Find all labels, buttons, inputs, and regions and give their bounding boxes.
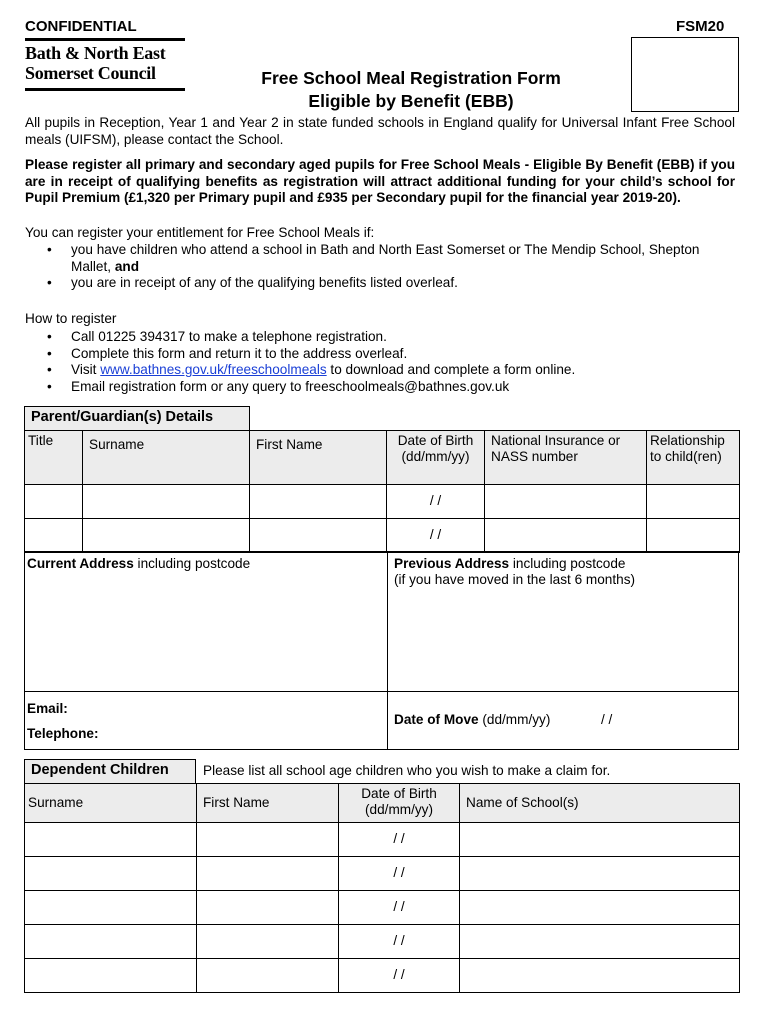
table-row [25, 519, 740, 553]
children-table [24, 783, 740, 993]
eligibility-list [25, 242, 735, 292]
relationship-input[interactable] [647, 519, 740, 553]
child-surname-input[interactable] [25, 857, 197, 891]
child-surname-input[interactable] [25, 925, 197, 959]
col-header-relationship: Relationship to child(ren) [647, 431, 740, 485]
child-surname-input[interactable] [25, 891, 197, 925]
current-address-field[interactable]: Current Address including postcode [24, 551, 388, 692]
table-row [25, 959, 740, 993]
list-item: • Email registration form or any query to freeschoolmeals@bathnes.gov.uk [47, 378, 510, 394]
title-input[interactable] [25, 485, 83, 519]
ni-number-input[interactable] [485, 519, 647, 553]
children-instruction: Please list all school age children who you wish to make a claim for. [203, 763, 611, 778]
col-header-ni-number: National Insurance or NASS number [485, 431, 647, 485]
child-surname-input[interactable] [25, 823, 197, 857]
freeschoolmeals-link[interactable]: www.bathnes.gov.uk/freeschoolmeals [100, 362, 327, 377]
logo-line-1: Bath & North East [25, 43, 166, 63]
date-of-move-field[interactable]: Date of Move (dd/mm/yy) / / [387, 691, 739, 750]
uifsm-paragraph: All pupils in Reception, Year 1 and Year 2 in state funded schools in England qualify for Universal Infant Free School meals (UIFSM), please contact the School. [25, 115, 735, 147]
parent-details-table [24, 430, 740, 553]
children-section-title: Dependent Children [24, 759, 196, 784]
form-title: Free School Meal Registration Form [261, 68, 561, 88]
col-header-surname: Surname [25, 784, 197, 823]
child-school-input[interactable] [460, 959, 740, 993]
child-first-name-input[interactable] [197, 959, 339, 993]
first-name-input[interactable] [250, 519, 387, 553]
child-dob-input[interactable]: / / [339, 857, 460, 891]
logo-line-2: Somerset Council [25, 63, 156, 83]
child-dob-input[interactable]: / / [339, 891, 460, 925]
child-first-name-input[interactable] [197, 891, 339, 925]
table-row [25, 823, 740, 857]
dob-input[interactable]: / / [387, 485, 485, 519]
child-school-input[interactable] [460, 823, 740, 857]
col-header-title: Title [25, 431, 83, 485]
relationship-input[interactable] [647, 485, 740, 519]
col-header-first-name: First Name [250, 431, 387, 485]
list-item: • Complete this form and return it to the address overleaf. [47, 345, 408, 361]
child-dob-input[interactable]: / / [339, 959, 460, 993]
office-use-box [631, 37, 739, 112]
child-first-name-input[interactable] [197, 823, 339, 857]
surname-input[interactable] [83, 519, 250, 553]
form-subtitle: Eligible by Benefit (EBB) [308, 91, 514, 111]
col-header-school: Name of School(s) [460, 784, 740, 823]
ebb-paragraph: Please register all primary and secondary aged pupils for Free School Meals - Eligible By Benefit (EBB) if you are in receipt of qualifying benefits as registration will attract additional funding for your child’s school for Pupil Premium (£1,320 per Primary pupil and £935 per Secondary pupil for the financial year 2019-20). [25, 157, 735, 205]
list-item: • you have children who attend a school in Bath and North East Somerset or The Mendip School, Shepton Mallet, and [47, 242, 700, 274]
table-row [25, 857, 740, 891]
col-header-first-name: First Name [197, 784, 339, 823]
table-row [25, 925, 740, 959]
ni-number-input[interactable] [485, 485, 647, 519]
confidential-label: CONFIDENTIAL [25, 18, 137, 35]
title-input[interactable] [25, 519, 83, 553]
first-name-input[interactable] [250, 485, 387, 519]
contact-field[interactable] [24, 691, 388, 750]
child-dob-input[interactable]: / / [339, 823, 460, 857]
child-first-name-input[interactable] [197, 857, 339, 891]
form-code: FSM20 [676, 18, 725, 35]
telephone-label: Telephone: [27, 726, 99, 741]
council-logo [25, 38, 185, 96]
child-dob-input[interactable]: / / [339, 925, 460, 959]
col-header-dob: Date of Birth (dd/mm/yy) [387, 431, 485, 485]
surname-input[interactable] [83, 485, 250, 519]
child-surname-input[interactable] [25, 959, 197, 993]
table-row [25, 891, 740, 925]
child-school-input[interactable] [460, 925, 740, 959]
list-item: • Visit www.bathnes.gov.uk/freeschoolmeals to download and complete a form online. [47, 362, 576, 377]
table-row [25, 485, 740, 519]
how-to-register-list [25, 329, 735, 395]
previous-address-field[interactable]: Previous Address including postcode (if you have moved in the last 6 months) [387, 551, 739, 692]
col-header-dob: Date of Birth (dd/mm/yy) [339, 784, 460, 823]
list-item: • Call 01225 394317 to make a telephone registration. [47, 329, 387, 344]
how-to-register-heading: How to register [25, 311, 117, 326]
date-of-move-slashes: / / [601, 712, 613, 727]
email-label: Email: [27, 701, 68, 716]
col-header-surname: Surname [83, 431, 250, 485]
child-school-input[interactable] [460, 891, 740, 925]
child-school-input[interactable] [460, 857, 740, 891]
child-first-name-input[interactable] [197, 925, 339, 959]
dob-input[interactable]: / / [387, 519, 485, 553]
list-item: • you are in receipt of any of the qualifying benefits listed overleaf. [47, 275, 458, 290]
parent-section-title: Parent/Guardian(s) Details [24, 406, 250, 431]
eligibility-intro: You can register your entitlement for Free School Meals if: [25, 225, 375, 240]
